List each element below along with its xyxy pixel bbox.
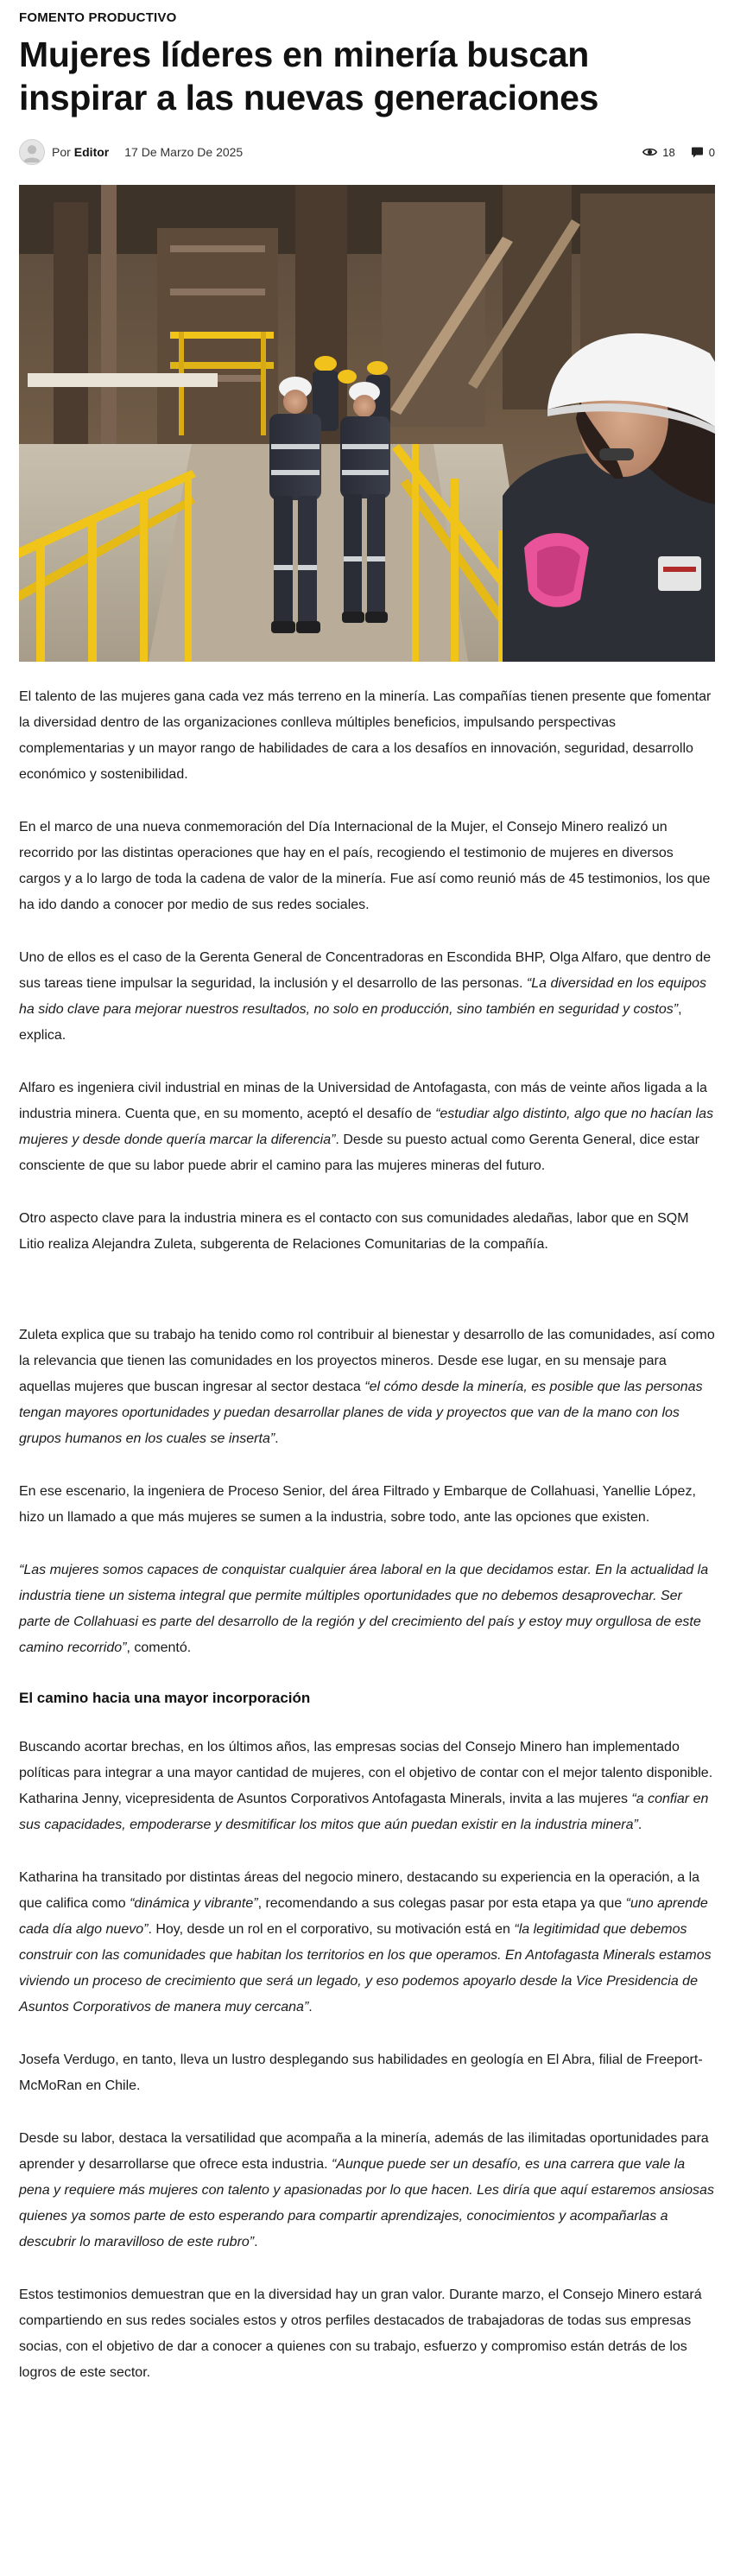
- article-body: [19, 684, 715, 2386]
- paragraph: Alfaro es ingeniera civil industrial en minas de la Universidad de Antofagasta, con más de veinte años ligada a la industria minera. Cuenta que, en su momento, aceptó el desafío de “estudiar algo distinto, algo que no hacían las mujeres y desde donde quería marcar la diferencia”. Desde su puesto actual como Gerenta General, dice estar consciente de que su labor puede abrir el camino para las mujeres mineras del futuro.: [19, 1081, 714, 1173]
- article-title: Mujeres líderes en minería buscan inspirar a las nuevas generaciones: [19, 35, 599, 117]
- paragraph: Uno de ellos es el caso de la Gerenta General de Concentradoras en Escondida BHP, Olga Alfaro, que dentro de sus tareas tiene impulsar la seguridad, la inclusión y el desarrollo de las personas. “La diversidad en los equipos ha sido clave para mejorar nuestros resultados, no solo en producción, sino también en seguridad y costos”, explica.: [19, 950, 712, 1043]
- hero-image: [19, 185, 715, 662]
- paragraph: Katharina ha transitado por distintas áreas del negocio minero, destacando su experiencia en la operación, a la que califica como “dinámica y vibrante”, recomendando a sus colegas pasar por esta etapa ya que “uno aprende cada día algo nuevo”. Hoy, desde un rol en el corporativo, su motivación está en “la legitimidad que debemos construir con las comunidades que habitan los territorios en los que operamos. En Antofagasta Minerals estamos viviendo un proceso de crecimiento que será un legado, y eso podemos apoyarlo desde la Vice Presidencia de Asuntos Corporativos de manera muy cercana”.: [19, 1870, 712, 2014]
- eye-icon: [642, 147, 657, 157]
- paragraph: En el marco de una nueva conmemoración del Día Internacional de la Mujer, el Consejo Minero realizó un recorrido por las distintas operaciones que hay en el país, recogiendo el testimonio de mujeres en diversos cargos y a lo largo de toda la cadena de valor de la minería. Fue así como reunió más de 45 testimonios, los que ha ido dando a conocer por medio de sus redes sociales.: [19, 820, 711, 912]
- by-label: Por: [52, 145, 71, 159]
- paragraph: El talento de las mujeres gana cada vez más terreno en la minería. Las compañías tienen presente que fomentar la diversidad dentro de las organizaciones conlleva múltiples beneficios, impulsando perspectivas complementarias y un mayor rango de habilidades de cara a los desafíos en innovación, seguridad, desarrollo económico y sostenibilidad.: [19, 689, 712, 782]
- paragraph: Otro aspecto clave para la industria minera es el contacto con sus comunidades aledañas, labor que en SQM Litio realiza Alejandra Zuleta, subgerenta de Relaciones Comunitarias de la compañía.: [19, 1211, 689, 1252]
- paragraph: En ese escenario, la ingeniera de Proceso Senior, del área Filtrado y Embarque de Collahuasi, Yanellie López, hizo un llamado a que más mujeres se sumen a la industria, sobre todo, ante las opciones que existen.: [19, 1484, 696, 1525]
- paragraph: Desde su labor, destaca la versatilidad que acompaña a la minería, además de las ilimitadas oportunidades para aprender y desarrollarse que ofrece esta industria. “Aunque puede ser un desafío, es una carrera que vale la pena y requiere más mujeres con talento y apasionadas por lo que hacen. Les diría que aquí estaremos ansiosas quienes ya somos parte de esto esperando para compartir aprendizajes, conocimientos y acompañarlas a descubrir lo maravilloso de este rubro”.: [19, 2131, 714, 2249]
- paragraph: Buscando acortar brechas, en los últimos años, las empresas socias del Consejo Minero han implementado políticas para integrar a una mayor cantidad de mujeres, con el objetivo de contar con el mejor talento disponible. Katharina Jenny, vicepresidenta de Asuntos Corporativos Antofagasta Minerals, invita a las mujeres “a confiar en sus capacidades, empoderarse y desmitificar los mitos que aún puedan existir en la industria minera”.: [19, 1740, 713, 1832]
- section-heading: El camino hacia una mayor incorporación: [19, 1690, 311, 1706]
- paragraph: Josefa Verdugo, en tanto, lleva un lustro desplegando sus habilidades en geología en El Abra, filial de Freeport-McMoRan en Chile.: [19, 2053, 703, 2093]
- article-meta: [19, 138, 715, 166]
- comments-stat[interactable]: [691, 146, 715, 159]
- views-stat: [642, 146, 674, 159]
- user-avatar-icon[interactable]: [19, 139, 45, 165]
- publish-date: 17 De Marzo De 2025: [124, 145, 244, 159]
- paragraph: Estos testimonios demuestran que en la diversidad hay un gran valor. Durante marzo, el Consejo Minero estará compartiendo en sus redes sociales estos y otros perfiles destacados de trabajadoras de todas sus empresas socias, con el objetivo de dar a conocer a quienes con su trabajo, esfuerzo y compromiso están detrás de los logros de este sector.: [19, 2287, 702, 2380]
- views-count: 18: [662, 145, 675, 159]
- comment-icon: [691, 146, 704, 159]
- article-stats: [642, 146, 715, 159]
- category-link[interactable]: FOMENTO PRODUCTIVO: [19, 10, 177, 25]
- paragraph: Zuleta explica que su trabajo ha tenido como rol contribuir al bienestar y desarrollo de las comunidades, así como la relevancia que tienen las comunidades en los proyectos mineros. Desde ese lugar, en su mensaje para aquellas mujeres que buscan ingresar al sector destaca “el cómo desde la minería, es posible que las personas tengan mayores oportunidades y puedan desarrollar planes de vida y proyectos que van de la mano con los grupos humanos en los cuales se inserta”.: [19, 1328, 715, 1446]
- author-link[interactable]: Editor: [73, 145, 110, 159]
- comments-count: 0: [708, 145, 715, 159]
- paragraph: “Las mujeres somos capaces de conquistar cualquier área laboral en la que decidamos estar. En la actualidad la industria tiene un sistema integral que permite múltiples oportunidades que no debemos desaprovechar. Ser parte de Collahuasi es parte del desarrollo de la región y del crecimiento del país y estoy muy orgullosa de este camino recorrido”, comentó.: [19, 1563, 709, 1655]
